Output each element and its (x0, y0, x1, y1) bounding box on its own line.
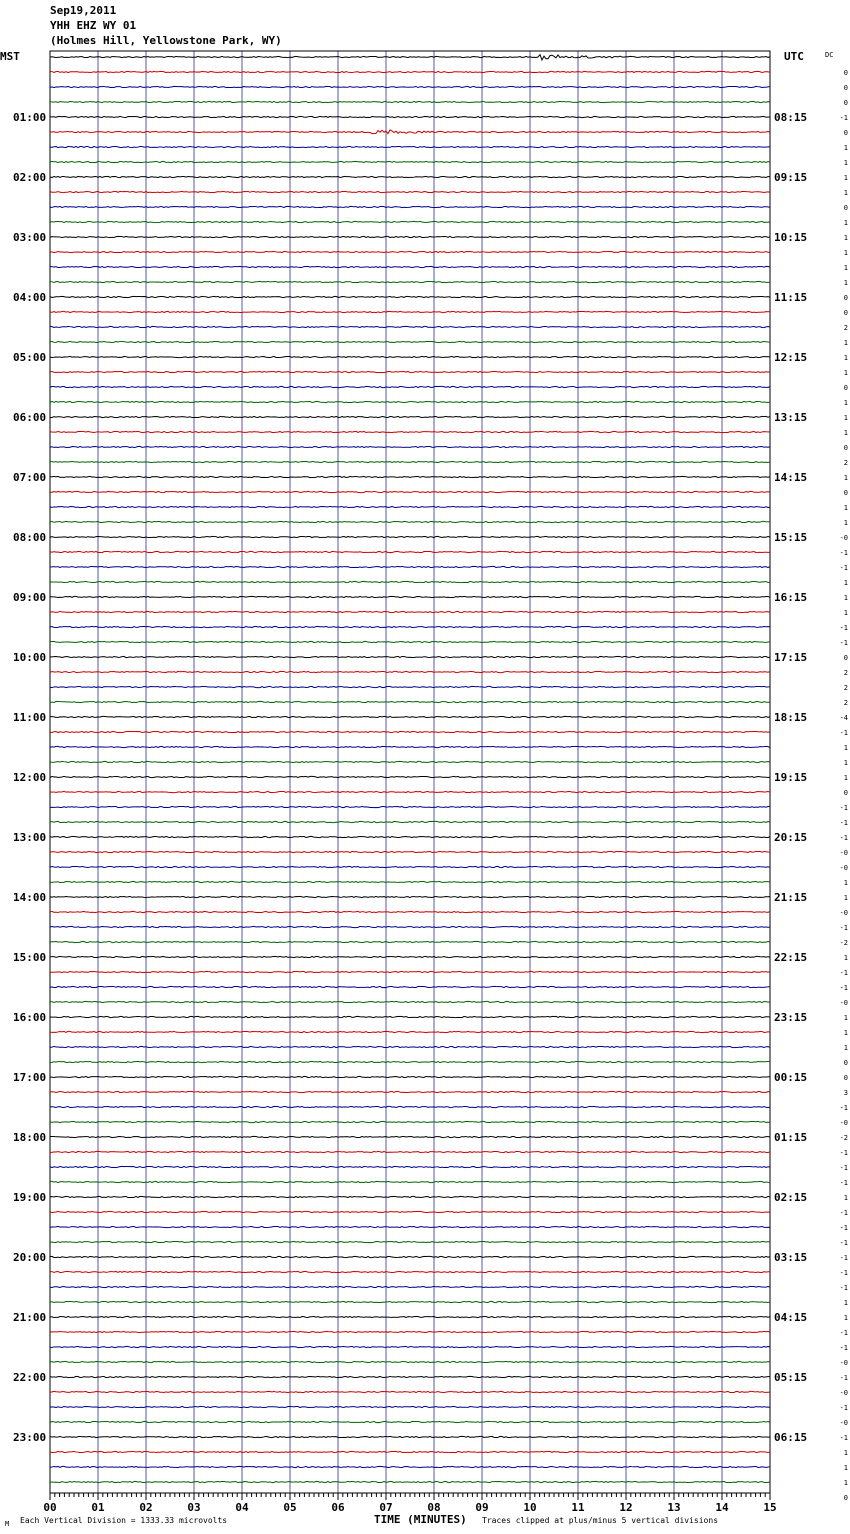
dc-value: -1 (839, 1179, 848, 1187)
trace-line (50, 176, 770, 177)
dc-value: -1 (839, 1329, 848, 1337)
trace-line (50, 566, 770, 567)
trace-line (50, 776, 770, 777)
dc-value: -0 (839, 1359, 848, 1367)
dc-value: 1 (843, 594, 848, 602)
utc-hour-labels (774, 111, 807, 1444)
trace-line (50, 476, 770, 477)
dc-value: 0 (843, 384, 848, 392)
trace-line (50, 686, 770, 687)
dc-value: 1 (843, 339, 848, 347)
record-date: Sep19,2011 (50, 4, 117, 17)
dc-value: -0 (839, 909, 848, 917)
trace-line (50, 506, 770, 507)
dc-value: 0 (843, 309, 848, 317)
dc-value: 1 (843, 519, 848, 527)
trace-line (50, 281, 770, 282)
trace-line (50, 221, 770, 222)
dc-value: -4 (839, 714, 848, 722)
dc-value: 1 (843, 579, 848, 587)
trace-line (50, 356, 770, 357)
dc-value: -1 (839, 1224, 848, 1232)
dc-value: 2 (843, 684, 848, 692)
mst-hour-label: 09:00 (13, 591, 47, 604)
x-tick-label: 10 (523, 1501, 537, 1514)
trace-line (50, 881, 770, 882)
utc-hour-label: 19:15 (774, 771, 808, 784)
trace-line (50, 161, 770, 162)
x-tick-label: 04 (235, 1501, 249, 1514)
trace-line (50, 581, 770, 582)
dc-value: -1 (839, 1434, 848, 1442)
dc-value: 1 (843, 1449, 848, 1457)
trace-line (50, 491, 770, 492)
scale-note: Each Vertical Division = 1333.33 microvolts (20, 1516, 228, 1525)
mst-hour-label: 15:00 (13, 951, 47, 964)
dc-value: -1 (839, 1149, 848, 1157)
trace-line (50, 416, 770, 417)
trace-line (50, 1241, 770, 1242)
trace-line (50, 251, 770, 252)
dc-value: 1 (843, 1479, 848, 1487)
mst-label: MST (0, 50, 20, 63)
mst-hour-label: 03:00 (13, 231, 47, 244)
utc-hour-label: 09:15 (774, 171, 808, 184)
trace-line (50, 1136, 770, 1137)
utc-hour-label: 08:15 (774, 111, 808, 124)
dc-value: 1 (843, 174, 848, 182)
utc-hour-label: 05:15 (774, 1371, 808, 1384)
dc-value: 1 (843, 189, 848, 197)
trace-line (50, 266, 770, 267)
dc-value: 2 (843, 324, 848, 332)
trace-line (50, 971, 770, 972)
trace-line (50, 671, 770, 672)
dc-value: -1 (839, 819, 848, 827)
dc-value: 2 (843, 699, 848, 707)
trace-line (50, 896, 770, 897)
trace-line (50, 836, 770, 837)
trace-line (50, 1331, 770, 1332)
trace-line (50, 851, 770, 852)
trace-line (50, 146, 770, 147)
dc-value: 1 (843, 1029, 848, 1037)
utc-label: UTC (784, 50, 804, 63)
trace-line (50, 1181, 770, 1182)
mst-hour-label: 23:00 (13, 1431, 47, 1444)
mst-hour-label: 13:00 (13, 831, 47, 844)
dc-value: -2 (839, 939, 848, 947)
trace-line (50, 1406, 770, 1407)
dc-value: 0 (843, 99, 848, 107)
dc-value: 1 (843, 234, 848, 242)
mst-hour-label: 04:00 (13, 291, 47, 304)
trace-line (50, 731, 770, 732)
trace-line (50, 596, 770, 597)
trace-line (50, 521, 770, 522)
trace-line (50, 1001, 770, 1002)
mst-hour-label: 16:00 (13, 1011, 47, 1024)
dc-value: 1 (843, 1194, 848, 1202)
trace-line (50, 1346, 770, 1347)
mst-hour-labels (13, 111, 46, 1444)
dc-value: 1 (843, 279, 848, 287)
trace-line (50, 1451, 770, 1452)
trace-line (50, 191, 770, 192)
dc-value: -1 (839, 729, 848, 737)
mst-hour-label: 17:00 (13, 1071, 47, 1084)
dc-value: -1 (839, 114, 848, 122)
trace-line (50, 986, 770, 987)
trace-line (50, 611, 770, 612)
dc-value: -2 (839, 1134, 848, 1142)
x-tick-label: 00 (43, 1501, 57, 1514)
utc-hour-label: 03:15 (774, 1251, 808, 1264)
dc-value: 1 (843, 1299, 848, 1307)
trace-line (50, 806, 770, 807)
dc-offset-labels (840, 69, 848, 1502)
mst-hour-label: 02:00 (13, 171, 47, 184)
trace-line (50, 746, 770, 747)
trace-line (50, 1271, 770, 1272)
trace-line (50, 911, 770, 912)
dc-value: 1 (843, 954, 848, 962)
x-axis (43, 1493, 776, 1514)
trace-line (50, 1211, 770, 1212)
dc-value: 1 (843, 774, 848, 782)
dc-value: -1 (839, 1254, 848, 1262)
trace-line (50, 1421, 770, 1422)
x-axis-title: TIME (MINUTES) (374, 1513, 467, 1526)
trace-line (50, 371, 770, 372)
utc-hour-label: 21:15 (774, 891, 808, 904)
trace-line (50, 446, 770, 447)
dc-value: -1 (839, 924, 848, 932)
trace-line (50, 130, 770, 134)
trace-line (50, 386, 770, 387)
dc-value: -1 (839, 1404, 848, 1412)
dc-value: 2 (843, 459, 848, 467)
trace-line (50, 551, 770, 552)
dc-value: -1 (839, 1164, 848, 1172)
x-tick-label: 12 (619, 1501, 633, 1514)
dc-value: -1 (839, 1209, 848, 1217)
x-tick-label: 01 (91, 1501, 105, 1514)
station-location: (Holmes Hill, Yellowstone Park, WY) (50, 34, 282, 47)
trace-line (50, 1016, 770, 1017)
dc-value: 0 (843, 204, 848, 212)
trace-line (50, 326, 770, 327)
trace-line (50, 1196, 770, 1197)
dc-value: -0 (839, 999, 848, 1007)
dc-value: 1 (843, 369, 848, 377)
dc-value: -1 (839, 969, 848, 977)
dc-value: 1 (843, 879, 848, 887)
utc-hour-label: 16:15 (774, 591, 808, 604)
trace-line (50, 1076, 770, 1077)
trace-line (50, 296, 770, 297)
utc-hour-label: 18:15 (774, 711, 808, 724)
utc-hour-label: 14:15 (774, 471, 808, 484)
trace-line (50, 1481, 770, 1482)
x-tick-label: 14 (715, 1501, 729, 1514)
trace-line (50, 821, 770, 822)
utc-hour-label: 02:15 (774, 1191, 808, 1204)
dc-value: 0 (843, 789, 848, 797)
station-code: YHH EHZ WY 01 (50, 19, 137, 32)
trace-line (50, 656, 770, 657)
utc-hour-label: 22:15 (774, 951, 808, 964)
dc-value: -1 (839, 1344, 848, 1352)
trace-line (50, 1301, 770, 1302)
dc-value: 1 (843, 249, 848, 257)
dc-value: -1 (839, 1284, 848, 1292)
corner-mark: M (5, 1520, 10, 1528)
dc-header: DC (825, 51, 834, 59)
trace-line (50, 1121, 770, 1122)
trace-line (50, 1256, 770, 1257)
dc-value: 1 (843, 264, 848, 272)
trace-line (50, 116, 770, 117)
trace-line (50, 1061, 770, 1062)
dc-value: 1 (843, 759, 848, 767)
trace-line (50, 536, 770, 537)
dc-value: -1 (839, 1239, 848, 1247)
utc-hour-label: 15:15 (774, 531, 808, 544)
trace-line (50, 401, 770, 402)
trace-line (50, 1436, 770, 1437)
dc-value: -1 (839, 1104, 848, 1112)
x-tick-label: 07 (379, 1501, 393, 1514)
trace-line (50, 1031, 770, 1032)
mst-hour-label: 21:00 (13, 1311, 47, 1324)
trace-line (50, 341, 770, 342)
dc-value: -1 (839, 549, 848, 557)
dc-value: 1 (843, 1314, 848, 1322)
trace-line (50, 71, 770, 72)
dc-value: 1 (843, 414, 848, 422)
trace-line (50, 956, 770, 957)
dc-value: 0 (843, 1059, 848, 1067)
trace-line (50, 1286, 770, 1287)
dc-value: 1 (843, 504, 848, 512)
dc-value: 1 (843, 894, 848, 902)
dc-value: 0 (843, 84, 848, 92)
trace-line (50, 1046, 770, 1047)
trace-line (50, 236, 770, 237)
utc-hour-label: 23:15 (774, 1011, 808, 1024)
dc-value: -1 (839, 1269, 848, 1277)
trace-line (50, 791, 770, 792)
trace-line (50, 1361, 770, 1362)
trace-line (50, 311, 770, 312)
trace-line (50, 1166, 770, 1167)
dc-value: 0 (843, 69, 848, 77)
dc-value: 1 (843, 1464, 848, 1472)
trace-line (50, 716, 770, 717)
x-tick-label: 03 (187, 1501, 201, 1514)
trace-line (50, 701, 770, 702)
dc-value: 1 (843, 744, 848, 752)
trace-line (50, 926, 770, 927)
trace-line (50, 206, 770, 207)
trace-line (50, 941, 770, 942)
utc-hour-label: 11:15 (774, 291, 808, 304)
dc-value: -1 (839, 624, 848, 632)
mst-hour-label: 20:00 (13, 1251, 47, 1264)
dc-value: 1 (843, 219, 848, 227)
dc-value: 1 (843, 609, 848, 617)
trace-line (50, 1466, 770, 1467)
x-tick-label: 15 (763, 1501, 777, 1514)
utc-hour-label: 12:15 (774, 351, 808, 364)
dc-value: -1 (839, 1374, 848, 1382)
trace-line (50, 1106, 770, 1107)
dc-value: -1 (839, 639, 848, 647)
dc-value: -1 (839, 804, 848, 812)
trace-line (50, 1391, 770, 1392)
dc-value: -0 (839, 1419, 848, 1427)
mst-hour-label: 05:00 (13, 351, 47, 364)
mst-hour-label: 19:00 (13, 1191, 47, 1204)
dc-value: -0 (839, 849, 848, 857)
trace-line (50, 431, 770, 432)
utc-hour-label: 20:15 (774, 831, 808, 844)
x-tick-label: 13 (667, 1501, 681, 1514)
dc-value: -0 (839, 864, 848, 872)
mst-hour-label: 11:00 (13, 711, 47, 724)
mst-hour-label: 06:00 (13, 411, 47, 424)
clip-note: Traces clipped at plus/minus 5 vertical divisions (482, 1516, 719, 1525)
dc-value: 1 (843, 159, 848, 167)
dc-value: 2 (843, 669, 848, 677)
utc-hour-label: 01:15 (774, 1131, 808, 1144)
trace-line (50, 1091, 770, 1092)
mst-hour-label: 07:00 (13, 471, 47, 484)
dc-value: 0 (843, 1074, 848, 1082)
dc-value: 0 (843, 294, 848, 302)
trace-line (50, 866, 770, 867)
trace-line (50, 626, 770, 627)
utc-hour-label: 00:15 (774, 1071, 808, 1084)
trace-line (50, 761, 770, 762)
dc-value: 1 (843, 354, 848, 362)
dc-value: 0 (843, 489, 848, 497)
x-tick-label: 05 (283, 1501, 297, 1514)
utc-hour-label: 04:15 (774, 1311, 808, 1324)
dc-value: 0 (843, 129, 848, 137)
dc-value: -1 (839, 834, 848, 842)
trace-line (50, 461, 770, 462)
x-tick-label: 08 (427, 1501, 441, 1514)
dc-value: 1 (843, 474, 848, 482)
trace-line (50, 641, 770, 642)
mst-hour-label: 01:00 (13, 111, 47, 124)
dc-value: -0 (839, 1389, 848, 1397)
x-tick-label: 02 (139, 1501, 153, 1514)
x-tick-label: 06 (331, 1501, 345, 1514)
trace-line (50, 1316, 770, 1317)
dc-value: 1 (843, 399, 848, 407)
mst-hour-label: 10:00 (13, 651, 47, 664)
seismic-traces (50, 55, 770, 1483)
dc-value: -0 (839, 534, 848, 542)
utc-hour-label: 13:15 (774, 411, 808, 424)
x-tick-label: 11 (571, 1501, 585, 1514)
dc-value: 3 (843, 1089, 848, 1097)
dc-value: 1 (843, 429, 848, 437)
utc-hour-label: 10:15 (774, 231, 808, 244)
utc-hour-label: 17:15 (774, 651, 808, 664)
trace-line (50, 101, 770, 102)
dc-value: -1 (839, 984, 848, 992)
x-tick-label: 09 (475, 1501, 489, 1514)
trace-line (50, 1376, 770, 1377)
dc-value: 1 (843, 1044, 848, 1052)
trace-line (50, 1151, 770, 1152)
dc-value: 0 (843, 1494, 848, 1502)
trace-line (50, 55, 770, 60)
dc-value: 0 (843, 654, 848, 662)
dc-value: -0 (839, 1119, 848, 1127)
mst-hour-label: 08:00 (13, 531, 47, 544)
utc-hour-label: 06:15 (774, 1431, 808, 1444)
dc-value: 0 (843, 444, 848, 452)
mst-hour-label: 12:00 (13, 771, 47, 784)
dc-value: 1 (843, 1014, 848, 1022)
dc-value: 1 (843, 144, 848, 152)
mst-hour-label: 18:00 (13, 1131, 47, 1144)
trace-line (50, 86, 770, 87)
mst-hour-label: 22:00 (13, 1371, 47, 1384)
mst-hour-label: 14:00 (13, 891, 47, 904)
trace-line (50, 1226, 770, 1227)
dc-value: -1 (839, 564, 848, 572)
